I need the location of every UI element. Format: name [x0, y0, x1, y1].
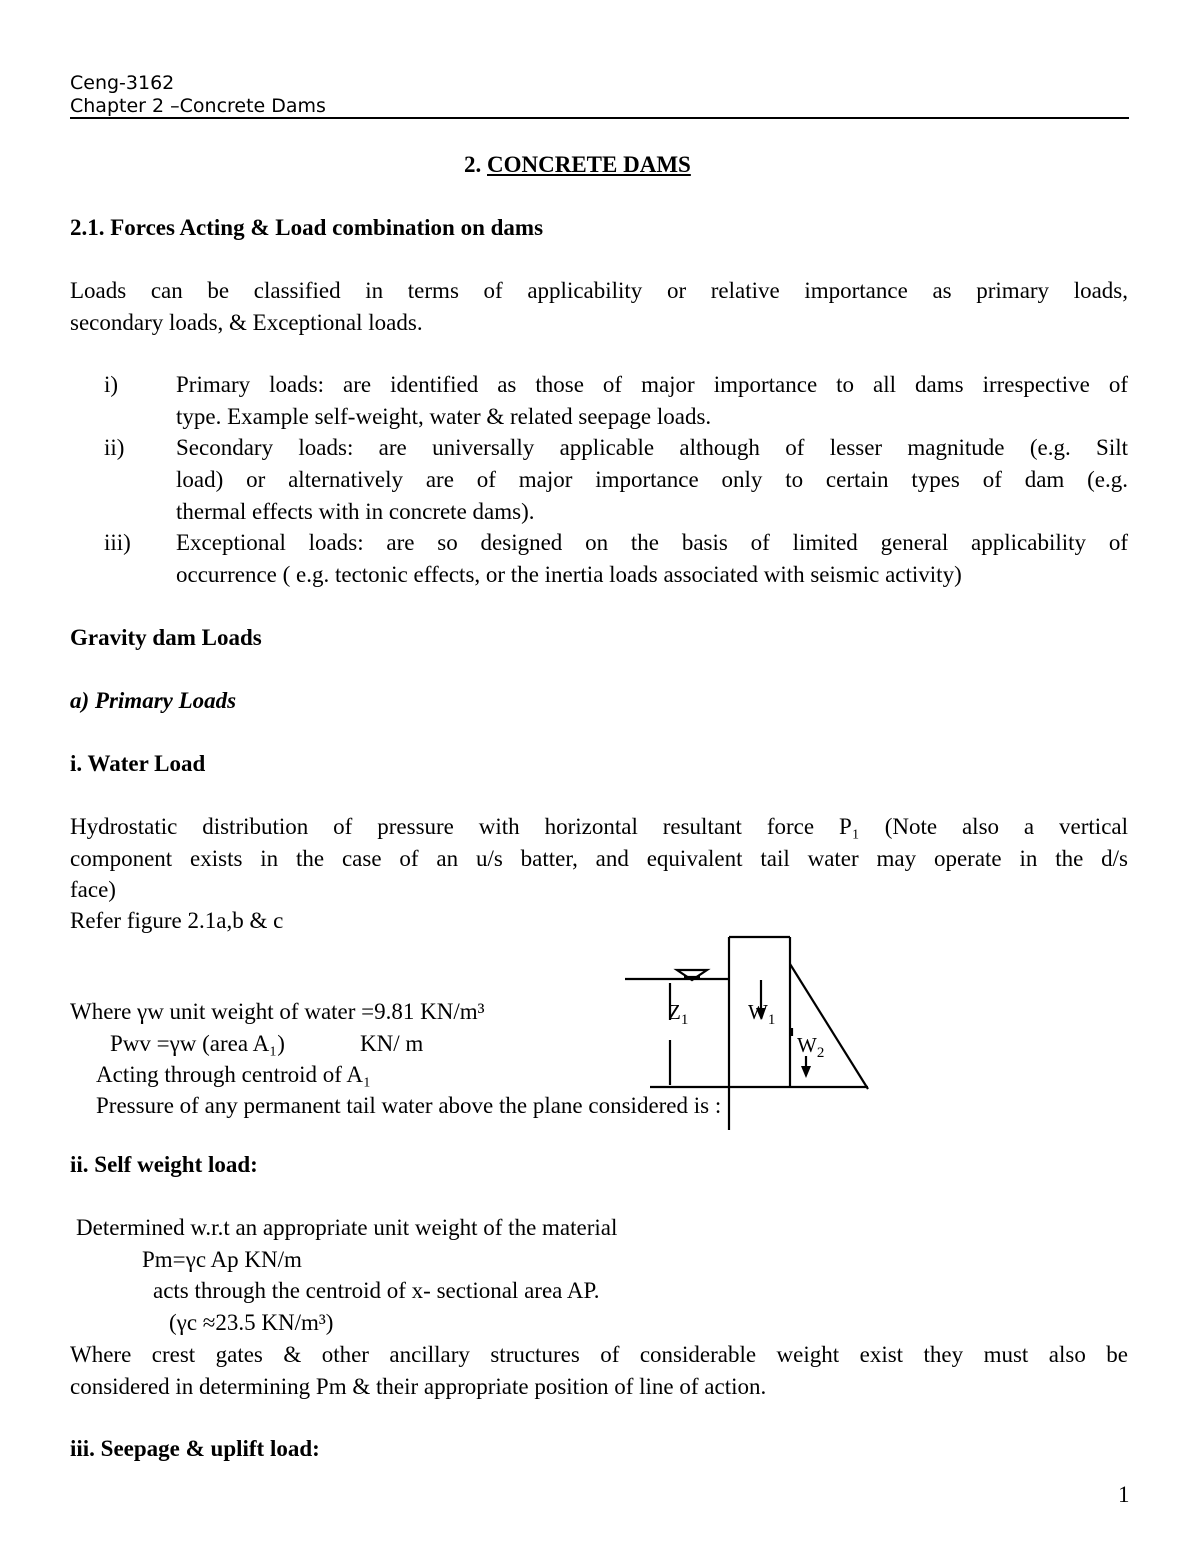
gamma-c-value: (γc ≈23.5 KN/m³): [169, 1310, 334, 1335]
intro-line-1: Loads can be classified in terms of applicability or relative importance as primary loads,: [70, 278, 1128, 303]
water-load-line-2: component exists in the case of an u/s batter, and equivalent tail water may operate in the d/s: [70, 846, 1128, 871]
list-item-line: load) or alternatively are of major importance only to certain types of dam (e.g.: [176, 467, 1128, 492]
tail-water-pressure: Pressure of any permanent tail water above the plane considered is :: [96, 1093, 722, 1118]
water-load-line-1: Hydrostatic distribution of pressure with horizontal resultant force P₁ (Note also a vertical: [70, 814, 1128, 839]
section-heading: 2.1. Forces Acting & Load combination on dams: [70, 215, 544, 240]
self-weight-line-2: Where crest gates & other ancillary structures of considerable weight exist they must also be: [70, 1342, 1128, 1367]
list-item-line: type. Example self-weight, water & related seepage loads.: [176, 404, 712, 429]
list-item-line: Secondary loads: are universally applicable although of lesser magnitude (e.g. Silt: [176, 435, 1128, 460]
primary-heading: a) Primary Loads: [70, 688, 237, 713]
self-weight-line-3: considered in determining Pm & their appropriate position of line of action.: [70, 1374, 767, 1399]
acting-centroid: Acting through centroid of A₁: [96, 1062, 372, 1087]
acts-through-centroid: acts through the centroid of x- sectional area AP.: [153, 1278, 600, 1303]
label-w2: $W_2$: [797, 1033, 825, 1062]
pm-formula: Pm=γc Ap KN/m: [142, 1247, 302, 1272]
title-number: 2.: [464, 152, 487, 177]
list-item-line: occurrence ( e.g. tectonic effects, or the inertia loads associated with seismic activity): [176, 562, 962, 587]
list-number: iii): [104, 530, 131, 555]
list-item-line: Exceptional loads: are so designed on the basis of limited general applicability of: [176, 530, 1128, 555]
refer-figure: Refer figure 2.1a,b & c: [70, 908, 284, 933]
list-number: i): [104, 372, 119, 397]
header-course: Ceng-3162: [70, 72, 175, 94]
pwv-unit: KN/ m: [360, 1031, 424, 1056]
water-load-heading: i. Water Load: [70, 751, 206, 776]
pwv-formula: Pwv =γw (area A₁): [110, 1031, 285, 1056]
page-number: 1: [1118, 1482, 1130, 1507]
water-load-line-3: face): [70, 877, 116, 902]
list-item-line: thermal effects with in concrete dams).: [176, 499, 535, 524]
self-weight-heading: ii. Self weight load:: [70, 1152, 258, 1177]
seepage-heading: iii. Seepage & uplift load:: [70, 1436, 320, 1461]
label-z1: $Z_1$: [668, 1000, 689, 1029]
intro-line-2: secondary loads, & Exceptional loads.: [70, 310, 423, 335]
header-chapter: Chapter 2 –Concrete Dams: [70, 95, 326, 117]
gravity-heading: Gravity dam Loads: [70, 625, 262, 650]
list-item-line: Primary loads: are identified as those of major importance to all dams irrespective of: [176, 372, 1128, 397]
list-number: ii): [104, 435, 125, 460]
label-w1: $W_1$: [748, 1000, 776, 1029]
title-text: CONCRETE DAMS: [487, 152, 691, 177]
dam-downstream-slope: [790, 964, 868, 1089]
w2-arrowhead: [801, 1066, 811, 1078]
self-weight-line-1: Determined w.r.t an appropriate unit weight of the material: [76, 1215, 618, 1240]
unit-weight-water: Where γw unit weight of water =9.81 KN/m³: [70, 999, 485, 1024]
